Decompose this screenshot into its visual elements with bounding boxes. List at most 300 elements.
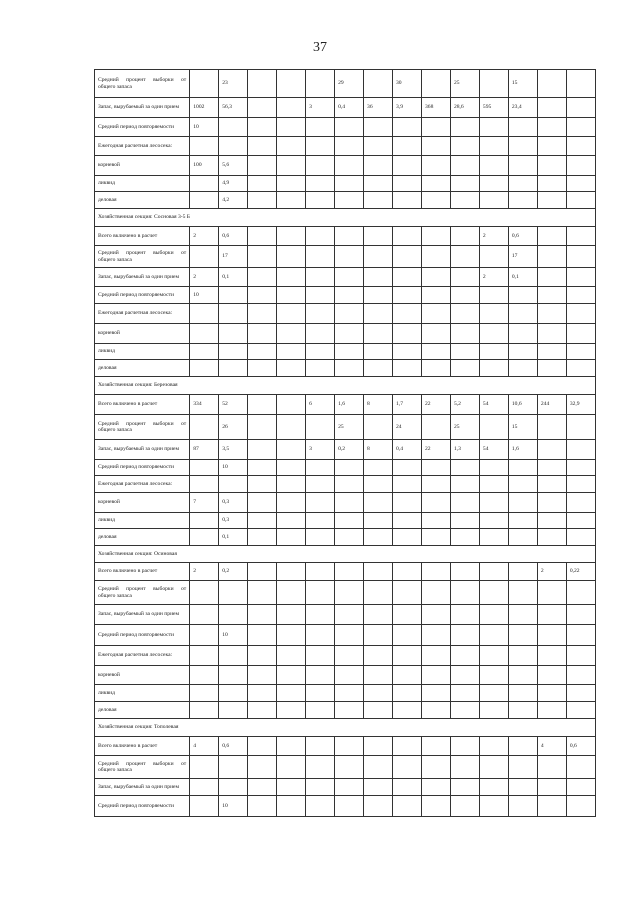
table-cell: 595 bbox=[479, 98, 508, 118]
table-cell bbox=[421, 737, 450, 756]
table-cell bbox=[335, 581, 364, 605]
table-cell bbox=[306, 415, 335, 440]
table-cell bbox=[219, 344, 248, 360]
table-cell bbox=[450, 493, 479, 513]
table-cell bbox=[508, 581, 537, 605]
table-cell bbox=[306, 756, 335, 779]
table-cell bbox=[219, 287, 248, 304]
table-cell bbox=[566, 685, 595, 702]
table-cell: 1,7 bbox=[393, 395, 422, 415]
table-cell bbox=[248, 156, 277, 176]
table-cell: 3 bbox=[306, 98, 335, 118]
table-cell bbox=[306, 529, 335, 546]
section-title: Хозяйственная секция: Осиновая bbox=[95, 546, 596, 563]
table-cell: 368 bbox=[421, 98, 450, 118]
table-cell bbox=[421, 476, 450, 493]
table-cell bbox=[393, 324, 422, 344]
table-cell: 17 bbox=[508, 246, 537, 268]
table-cell bbox=[537, 440, 566, 460]
table-cell bbox=[364, 779, 393, 796]
row-label: Всего включено в расчет bbox=[95, 227, 190, 246]
table-cell: 0,3 bbox=[219, 493, 248, 513]
table-cell bbox=[508, 360, 537, 377]
table-row bbox=[95, 415, 596, 440]
table-cell bbox=[537, 581, 566, 605]
table-cell bbox=[277, 98, 306, 118]
table-cell bbox=[537, 227, 566, 246]
table-cell bbox=[248, 685, 277, 702]
table-cell bbox=[364, 118, 393, 137]
table-cell bbox=[248, 605, 277, 625]
table-cell bbox=[537, 685, 566, 702]
table-cell: 10 bbox=[219, 796, 248, 817]
table-cell bbox=[508, 176, 537, 192]
row-label: деловая bbox=[95, 192, 190, 209]
table-cell bbox=[421, 344, 450, 360]
table-cell bbox=[335, 460, 364, 476]
table-cell bbox=[219, 476, 248, 493]
table-cell bbox=[537, 246, 566, 268]
table-cell bbox=[479, 415, 508, 440]
table-cell bbox=[450, 360, 479, 377]
table-cell: 6 bbox=[306, 395, 335, 415]
table-cell bbox=[335, 360, 364, 377]
table-cell bbox=[248, 440, 277, 460]
section-row bbox=[95, 546, 596, 563]
table-cell bbox=[450, 796, 479, 817]
table-cell bbox=[306, 605, 335, 625]
table-cell bbox=[421, 493, 450, 513]
table-cell bbox=[219, 605, 248, 625]
table-cell bbox=[566, 192, 595, 209]
table-cell bbox=[306, 156, 335, 176]
table-cell bbox=[335, 737, 364, 756]
table-cell bbox=[537, 529, 566, 546]
table-row bbox=[95, 304, 596, 324]
table-cell bbox=[335, 625, 364, 646]
table-cell bbox=[364, 304, 393, 324]
row-label: Всего включено в расчет bbox=[95, 563, 190, 581]
row-label: корневой bbox=[95, 666, 190, 685]
table-cell bbox=[421, 176, 450, 192]
table-cell: 7 bbox=[190, 493, 219, 513]
table-cell bbox=[393, 529, 422, 546]
table-cell: 10 bbox=[219, 625, 248, 646]
table-cell bbox=[306, 493, 335, 513]
table-cell bbox=[190, 756, 219, 779]
table-cell bbox=[364, 756, 393, 779]
table-cell bbox=[479, 796, 508, 817]
table-cell: 3 bbox=[306, 440, 335, 460]
table-cell bbox=[421, 324, 450, 344]
table-cell bbox=[421, 685, 450, 702]
table-cell bbox=[450, 756, 479, 779]
table-cell bbox=[421, 581, 450, 605]
table-cell bbox=[364, 268, 393, 287]
table-cell bbox=[335, 176, 364, 192]
table-cell bbox=[364, 344, 393, 360]
table-cell bbox=[566, 137, 595, 156]
table-row bbox=[95, 98, 596, 118]
table-cell bbox=[248, 796, 277, 817]
table-row bbox=[95, 646, 596, 666]
table-row bbox=[95, 344, 596, 360]
table-cell bbox=[537, 98, 566, 118]
table-cell bbox=[479, 563, 508, 581]
table-cell bbox=[190, 415, 219, 440]
row-label: Средний процент выборки от общего запаса bbox=[95, 415, 190, 440]
row-label: деловая bbox=[95, 529, 190, 546]
row-label: ликвид bbox=[95, 513, 190, 529]
table-cell bbox=[508, 287, 537, 304]
table-cell bbox=[421, 70, 450, 98]
table-cell bbox=[566, 268, 595, 287]
section-title: Хозяйственная секция: Сосновая 3-5 Б bbox=[95, 209, 596, 227]
table-cell bbox=[450, 476, 479, 493]
table-cell bbox=[479, 685, 508, 702]
table-cell bbox=[566, 529, 595, 546]
table-cell bbox=[566, 476, 595, 493]
table-cell bbox=[421, 192, 450, 209]
table-cell: 22 bbox=[421, 440, 450, 460]
page-number: 37 bbox=[313, 40, 327, 55]
table-cell bbox=[537, 460, 566, 476]
table-cell bbox=[364, 605, 393, 625]
table-cell: 3,9 bbox=[393, 98, 422, 118]
table-cell bbox=[537, 702, 566, 719]
table-row bbox=[95, 137, 596, 156]
table-cell bbox=[277, 563, 306, 581]
table-cell: 22 bbox=[421, 395, 450, 415]
table-row bbox=[95, 513, 596, 529]
table-cell bbox=[364, 176, 393, 192]
table-cell bbox=[335, 685, 364, 702]
table-cell bbox=[364, 227, 393, 246]
table-cell: 56,3 bbox=[219, 98, 248, 118]
table-cell bbox=[421, 118, 450, 137]
table-row bbox=[95, 476, 596, 493]
table-cell: 4,9 bbox=[219, 176, 248, 192]
table-cell bbox=[421, 666, 450, 685]
table-cell bbox=[306, 702, 335, 719]
table-cell bbox=[219, 360, 248, 377]
table-cell bbox=[450, 529, 479, 546]
table-cell bbox=[508, 702, 537, 719]
table-cell bbox=[479, 324, 508, 344]
table-cell: 2 bbox=[479, 227, 508, 246]
table-cell bbox=[566, 581, 595, 605]
table-cell bbox=[335, 513, 364, 529]
table-cell bbox=[248, 581, 277, 605]
table-cell bbox=[537, 304, 566, 324]
table-cell bbox=[393, 563, 422, 581]
table-cell: 8 bbox=[364, 440, 393, 460]
table-cell bbox=[335, 137, 364, 156]
table-row bbox=[95, 702, 596, 719]
table-cell bbox=[450, 605, 479, 625]
table-cell bbox=[219, 137, 248, 156]
table-cell bbox=[364, 287, 393, 304]
table-cell bbox=[537, 415, 566, 440]
table-cell bbox=[248, 395, 277, 415]
table-cell bbox=[219, 756, 248, 779]
table-cell bbox=[364, 581, 393, 605]
table-cell bbox=[335, 246, 364, 268]
table-cell bbox=[335, 529, 364, 546]
table-cell bbox=[450, 137, 479, 156]
table-cell bbox=[364, 737, 393, 756]
table-cell bbox=[277, 666, 306, 685]
table-cell bbox=[537, 493, 566, 513]
table-cell bbox=[479, 156, 508, 176]
table-cell bbox=[393, 118, 422, 137]
table-cell bbox=[450, 460, 479, 476]
table-cell bbox=[508, 563, 537, 581]
table-row bbox=[95, 460, 596, 476]
table-cell bbox=[277, 118, 306, 137]
table-cell bbox=[306, 460, 335, 476]
table-cell bbox=[537, 344, 566, 360]
table-cell: 100 bbox=[190, 156, 219, 176]
table-cell: 10 bbox=[190, 118, 219, 137]
table-cell bbox=[566, 118, 595, 137]
table-row bbox=[95, 563, 596, 581]
table-cell bbox=[190, 137, 219, 156]
table-cell bbox=[190, 796, 219, 817]
table-cell: 0,2 bbox=[219, 563, 248, 581]
table-cell bbox=[335, 666, 364, 685]
table-cell: 0,6 bbox=[508, 227, 537, 246]
table-cell bbox=[393, 476, 422, 493]
table-cell: 54 bbox=[479, 440, 508, 460]
table-cell bbox=[421, 529, 450, 546]
table-cell: 0,1 bbox=[219, 268, 248, 287]
table-cell bbox=[479, 70, 508, 98]
table-cell bbox=[393, 304, 422, 324]
row-label: ликвид bbox=[95, 344, 190, 360]
table-cell bbox=[364, 70, 393, 98]
table-cell: 32,9 bbox=[566, 395, 595, 415]
table-cell bbox=[479, 246, 508, 268]
table-cell bbox=[306, 666, 335, 685]
table-cell bbox=[335, 118, 364, 137]
table-cell bbox=[248, 563, 277, 581]
table-cell bbox=[277, 176, 306, 192]
table-row bbox=[95, 118, 596, 137]
table-row bbox=[95, 176, 596, 192]
table-cell bbox=[479, 118, 508, 137]
table-row bbox=[95, 287, 596, 304]
table-cell bbox=[508, 324, 537, 344]
table-cell bbox=[219, 118, 248, 137]
table-cell bbox=[393, 756, 422, 779]
table-cell bbox=[364, 137, 393, 156]
table-cell bbox=[306, 779, 335, 796]
table-cell bbox=[537, 156, 566, 176]
table-cell bbox=[364, 476, 393, 493]
table-cell bbox=[537, 666, 566, 685]
table-cell bbox=[190, 304, 219, 324]
table-cell bbox=[421, 646, 450, 666]
table-cell bbox=[335, 304, 364, 324]
table-cell: 5,6 bbox=[219, 156, 248, 176]
table-cell bbox=[537, 70, 566, 98]
table-cell bbox=[335, 192, 364, 209]
section-row bbox=[95, 377, 596, 395]
table-cell bbox=[190, 460, 219, 476]
table-cell bbox=[450, 287, 479, 304]
table-cell bbox=[335, 605, 364, 625]
table-cell bbox=[450, 625, 479, 646]
table-cell bbox=[450, 702, 479, 719]
row-label: корневой bbox=[95, 156, 190, 176]
table-cell bbox=[393, 493, 422, 513]
table-cell bbox=[277, 192, 306, 209]
table-cell bbox=[479, 625, 508, 646]
table-cell bbox=[537, 646, 566, 666]
table-cell: 2 bbox=[479, 268, 508, 287]
table-cell bbox=[248, 246, 277, 268]
table-cell bbox=[508, 513, 537, 529]
table-cell bbox=[335, 287, 364, 304]
table-cell bbox=[277, 737, 306, 756]
table-cell: 87 bbox=[190, 440, 219, 460]
table-cell bbox=[566, 156, 595, 176]
table-cell bbox=[306, 625, 335, 646]
table-cell bbox=[277, 646, 306, 666]
table-cell bbox=[508, 779, 537, 796]
table-cell bbox=[393, 192, 422, 209]
table-cell: 25 bbox=[335, 415, 364, 440]
table-cell bbox=[393, 625, 422, 646]
row-label: деловая bbox=[95, 360, 190, 377]
table-cell: 0,3 bbox=[219, 513, 248, 529]
table-cell bbox=[248, 625, 277, 646]
table-cell bbox=[277, 625, 306, 646]
row-label: Средний процент выборки от общего запаса bbox=[95, 70, 190, 98]
table-cell bbox=[450, 737, 479, 756]
table-cell bbox=[306, 192, 335, 209]
table-cell bbox=[248, 70, 277, 98]
table-cell bbox=[306, 137, 335, 156]
table-cell bbox=[508, 646, 537, 666]
table-cell bbox=[479, 513, 508, 529]
table-cell bbox=[450, 176, 479, 192]
table-cell bbox=[450, 646, 479, 666]
row-label: Ежегодная расчетная лесосека: bbox=[95, 476, 190, 493]
table-cell bbox=[479, 360, 508, 377]
table-cell bbox=[537, 176, 566, 192]
table-cell bbox=[277, 268, 306, 287]
table-cell bbox=[479, 192, 508, 209]
table-cell bbox=[450, 779, 479, 796]
table-cell bbox=[277, 460, 306, 476]
table-cell bbox=[248, 344, 277, 360]
table-cell bbox=[306, 227, 335, 246]
table-cell: 10,6 bbox=[508, 395, 537, 415]
table-cell bbox=[421, 513, 450, 529]
table-cell bbox=[508, 493, 537, 513]
table-cell bbox=[508, 156, 537, 176]
row-label: Запас, вырубаемый за один прием bbox=[95, 779, 190, 796]
table-cell bbox=[421, 563, 450, 581]
table-cell bbox=[277, 304, 306, 324]
table-cell: 10 bbox=[190, 287, 219, 304]
table-cell bbox=[364, 563, 393, 581]
table-cell bbox=[190, 581, 219, 605]
table-cell bbox=[421, 137, 450, 156]
table-cell: 5,2 bbox=[450, 395, 479, 415]
table-cell bbox=[537, 756, 566, 779]
row-label: Средний период повторяемости bbox=[95, 625, 190, 646]
table-cell bbox=[566, 287, 595, 304]
table-cell bbox=[190, 344, 219, 360]
table-cell bbox=[219, 779, 248, 796]
row-label: Средний процент выборки от общего запаса bbox=[95, 756, 190, 779]
row-label: Ежегодная расчетная лесосека: bbox=[95, 137, 190, 156]
table-cell bbox=[306, 344, 335, 360]
table-cell bbox=[306, 476, 335, 493]
table-cell bbox=[248, 476, 277, 493]
table-cell bbox=[277, 685, 306, 702]
row-label: Средний период повторяемости bbox=[95, 118, 190, 137]
table-cell bbox=[306, 118, 335, 137]
table-row bbox=[95, 324, 596, 344]
table-cell: 30 bbox=[393, 70, 422, 98]
table-cell bbox=[450, 324, 479, 344]
table-row bbox=[95, 70, 596, 98]
table-cell: 26 bbox=[219, 415, 248, 440]
table-cell bbox=[450, 344, 479, 360]
table-cell bbox=[306, 360, 335, 377]
table-cell bbox=[335, 156, 364, 176]
table-cell bbox=[421, 268, 450, 287]
table-cell: 0,4 bbox=[393, 440, 422, 460]
row-label: ликвид bbox=[95, 176, 190, 192]
table-cell bbox=[508, 460, 537, 476]
table-cell bbox=[364, 324, 393, 344]
row-label: Запас, вырубаемый за один прием bbox=[95, 440, 190, 460]
table-cell bbox=[508, 605, 537, 625]
table-cell: 2 bbox=[190, 268, 219, 287]
table-cell bbox=[421, 287, 450, 304]
table-cell bbox=[537, 192, 566, 209]
table-cell: 17 bbox=[219, 246, 248, 268]
table-cell bbox=[537, 605, 566, 625]
table-cell bbox=[537, 287, 566, 304]
row-label: Средний процент выборки от общего запаса bbox=[95, 581, 190, 605]
table-cell: 1,3 bbox=[450, 440, 479, 460]
table-cell bbox=[248, 460, 277, 476]
table-cell bbox=[537, 268, 566, 287]
table-cell bbox=[566, 625, 595, 646]
table-cell bbox=[421, 605, 450, 625]
table-cell: 24 bbox=[393, 415, 422, 440]
table-cell bbox=[190, 360, 219, 377]
table-cell: 0,4 bbox=[335, 98, 364, 118]
table-row bbox=[95, 156, 596, 176]
table-cell bbox=[364, 460, 393, 476]
table-cell bbox=[508, 796, 537, 817]
table-cell bbox=[277, 493, 306, 513]
table-cell bbox=[537, 476, 566, 493]
table-cell bbox=[248, 287, 277, 304]
table-cell: 10 bbox=[219, 460, 248, 476]
table-cell bbox=[479, 605, 508, 625]
table-cell bbox=[479, 344, 508, 360]
table-cell bbox=[306, 70, 335, 98]
table-row bbox=[95, 360, 596, 377]
